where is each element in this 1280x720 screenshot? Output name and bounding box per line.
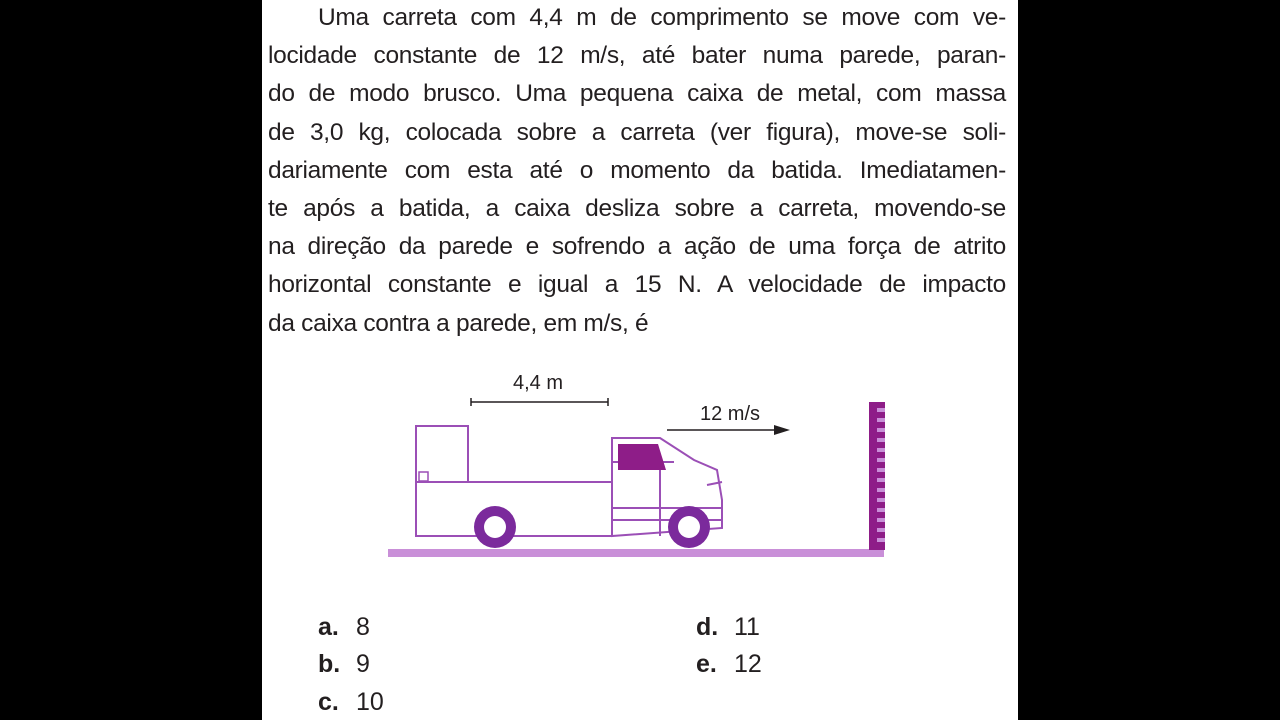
question-line: dariamente com esta até o momento da batida. Imediatamen- <box>268 156 1006 184</box>
length-label: 4,4 m <box>512 372 564 394</box>
speed-label: 12 m/s <box>699 403 761 425</box>
question-page <box>262 0 1018 720</box>
question-line: na direção da parede e sofrendo a ação de uma força de atrito <box>268 233 1006 261</box>
option-b[interactable] <box>318 650 370 679</box>
question-line: horizontal constante e igual a 15 N. A velocidade de impacto <box>268 271 1006 299</box>
option-letter: b. <box>318 650 341 678</box>
question-line: te após a batida, a caixa desliza sobre a carreta, movendo-se <box>268 195 1006 223</box>
option-value: 12 <box>734 650 762 678</box>
option-value: 9 <box>356 650 370 678</box>
option-c[interactable] <box>318 688 384 717</box>
option-value: 10 <box>356 688 384 716</box>
question-line: do de modo brusco. Uma pequena caixa de metal, com massa <box>268 80 1006 108</box>
option-d[interactable] <box>696 613 760 642</box>
option-letter: c. <box>318 688 339 716</box>
question-line: locidade constante de 12 m/s, até bater numa parede, paran- <box>268 42 1006 70</box>
question-line: Uma carreta com 4,4 m de comprimento se move com ve- <box>318 4 1006 31</box>
option-letter: d. <box>696 613 719 641</box>
option-letter: e. <box>696 650 717 678</box>
option-letter: a. <box>318 613 339 641</box>
answer-options <box>262 0 1018 720</box>
option-e[interactable] <box>696 650 762 679</box>
option-value: 11 <box>734 613 760 641</box>
question-line: de 3,0 kg, colocada sobre a carreta (ver figura), move-se soli- <box>268 118 1006 146</box>
question-line: da caixa contra a parede, em m/s, é <box>268 309 649 337</box>
option-value: 8 <box>356 613 370 641</box>
option-a[interactable] <box>318 613 370 642</box>
